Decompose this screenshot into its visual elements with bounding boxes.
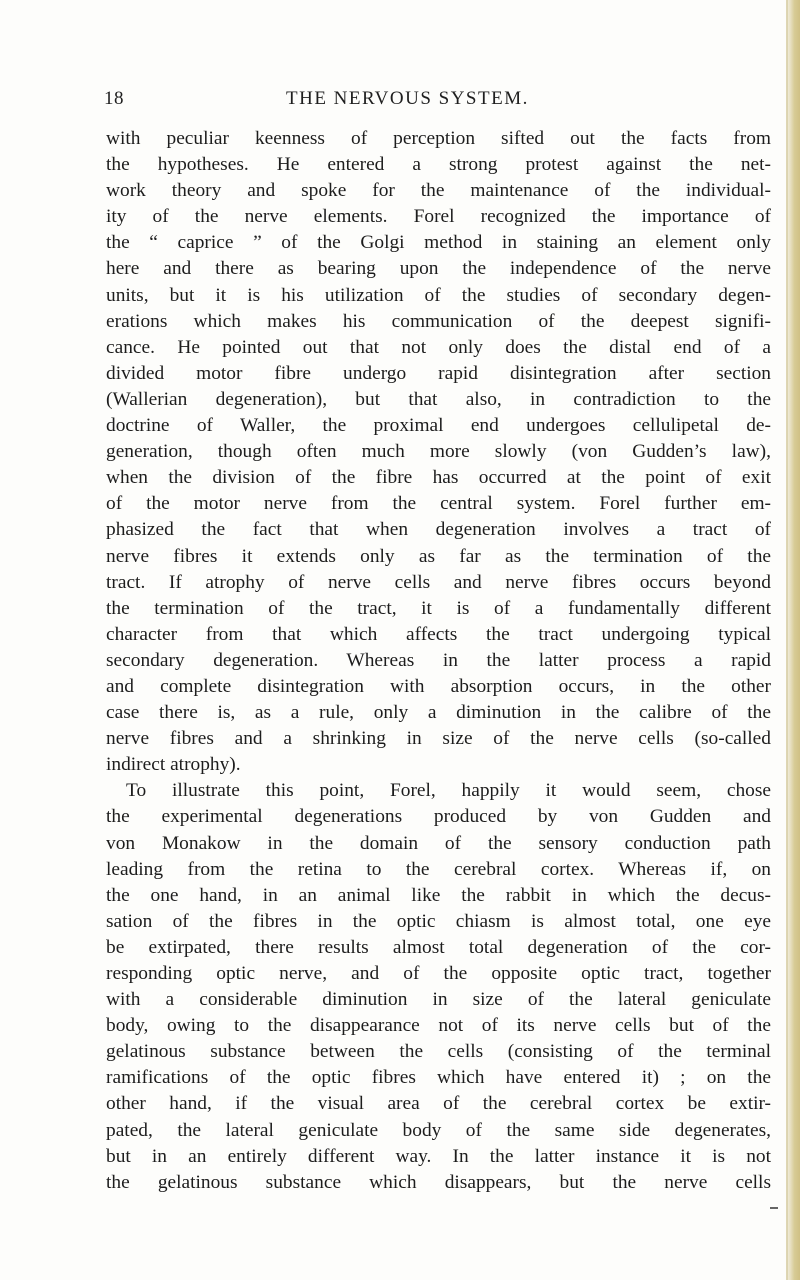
text-line: the hypotheses. He entered a strong protest against the net- [106,154,771,176]
text-line: with peculiar keenness of perception sifted out the facts from [106,128,771,149]
page-header [104,88,774,112]
text-line: with a considerable diminution in size of the lateral geniculate [106,989,771,1011]
text-line: be extirpated, there results almost total degeneration of the cor- [106,936,771,958]
text-line: leading from the retina to the cerebral cortex. Whereas if, on [106,858,771,880]
text-line: ramifications of the optic fibres which have entered it) ; on the [106,1067,771,1089]
text-line: the experimental degenerations produced by von Gudden and [106,806,771,828]
text-line: phasized the fact that when degeneration involves a tract of [106,519,771,541]
text-line: case there is, as a rule, only a diminution in the calibre of the [106,702,771,724]
text-line: units, but it is his utilization of the studies of secondary degen- [106,284,771,306]
text-line: doctrine of Waller, the proximal end undergoes cellulipetal de- [106,415,771,437]
text-line: of the motor nerve from the central system. Forel further em- [106,493,771,515]
text-line: secondary degeneration. Whereas in the latter process a rapid [106,649,771,671]
text-line: erations which makes his communication of the deepest signifi- [106,310,771,332]
text-line: ity of the nerve elements. Forel recognized the importance of [106,206,771,228]
text-line: generation, though often much more slowly (von Gudden’s law), [106,441,771,463]
page-edge [786,0,800,1280]
text-line: responding optic nerve, and of the opposite optic tract, together [106,963,771,984]
text-line: character from that which affects the tract undergoing typical [106,623,771,645]
text-line: the termination of the tract, it is of a fundamentally different [106,597,771,619]
text-line: and complete disintegration with absorption occurs, in the other [106,675,771,697]
text-line: von Monakow in the domain of the sensory conduction path [106,832,771,854]
text-line: tract. If atrophy of nerve cells and nerve fibres occurs beyond [106,571,771,593]
text-line: but in an entirely different way. In the latter instance it is not [106,1145,771,1167]
text-line: gelatinous substance between the cells (consisting of the terminal [106,1041,771,1063]
text-line-paragraph-start: To illustrate this point, Forel, happily it would seem, chose [126,780,771,802]
text-line: here and there as bearing upon the independence of the nerve [106,258,771,280]
text-line: pated, the lateral geniculate body of the same side degenerates, [106,1119,771,1141]
text-line: the gelatinous substance which disappears, but the nerve cells [106,1171,771,1193]
text-line: sation of the fibres in the optic chiasm is almost total, one eye [106,910,771,932]
text-line: body, owing to the disappearance not of its nerve cells but of the [106,1015,771,1037]
text-line: other hand, if the visual area of the cerebral cortex be extir- [106,1093,771,1115]
text-line: the “ caprice ” of the Golgi method in staining an element only [106,232,771,254]
text-line: (Wallerian degeneration), but that also, in contradiction to the [106,388,771,410]
text-line: the one hand, in an animal like the rabbit in which the decus- [106,884,771,906]
margin-mark [770,1207,778,1209]
text-line: nerve fibres it extends only as far as the termination of the [106,545,771,567]
text-line: cance. He pointed out that not only does the distal end of a [106,336,771,358]
text-line: when the division of the fibre has occurred at the point of exit [106,467,771,489]
running-title: THE NERVOUS SYSTEM. [286,88,529,109]
body-text [106,126,771,1196]
page-number: 18 [104,88,124,109]
text-line-paragraph-end: indirect atrophy). [106,754,241,776]
text-line: nerve fibres and a shrinking in size of the nerve cells (so-called [106,728,771,750]
text-line: divided motor fibre undergo rapid disintegration after section [106,362,771,384]
text-line: work theory and spoke for the maintenance of the individual- [106,180,771,202]
